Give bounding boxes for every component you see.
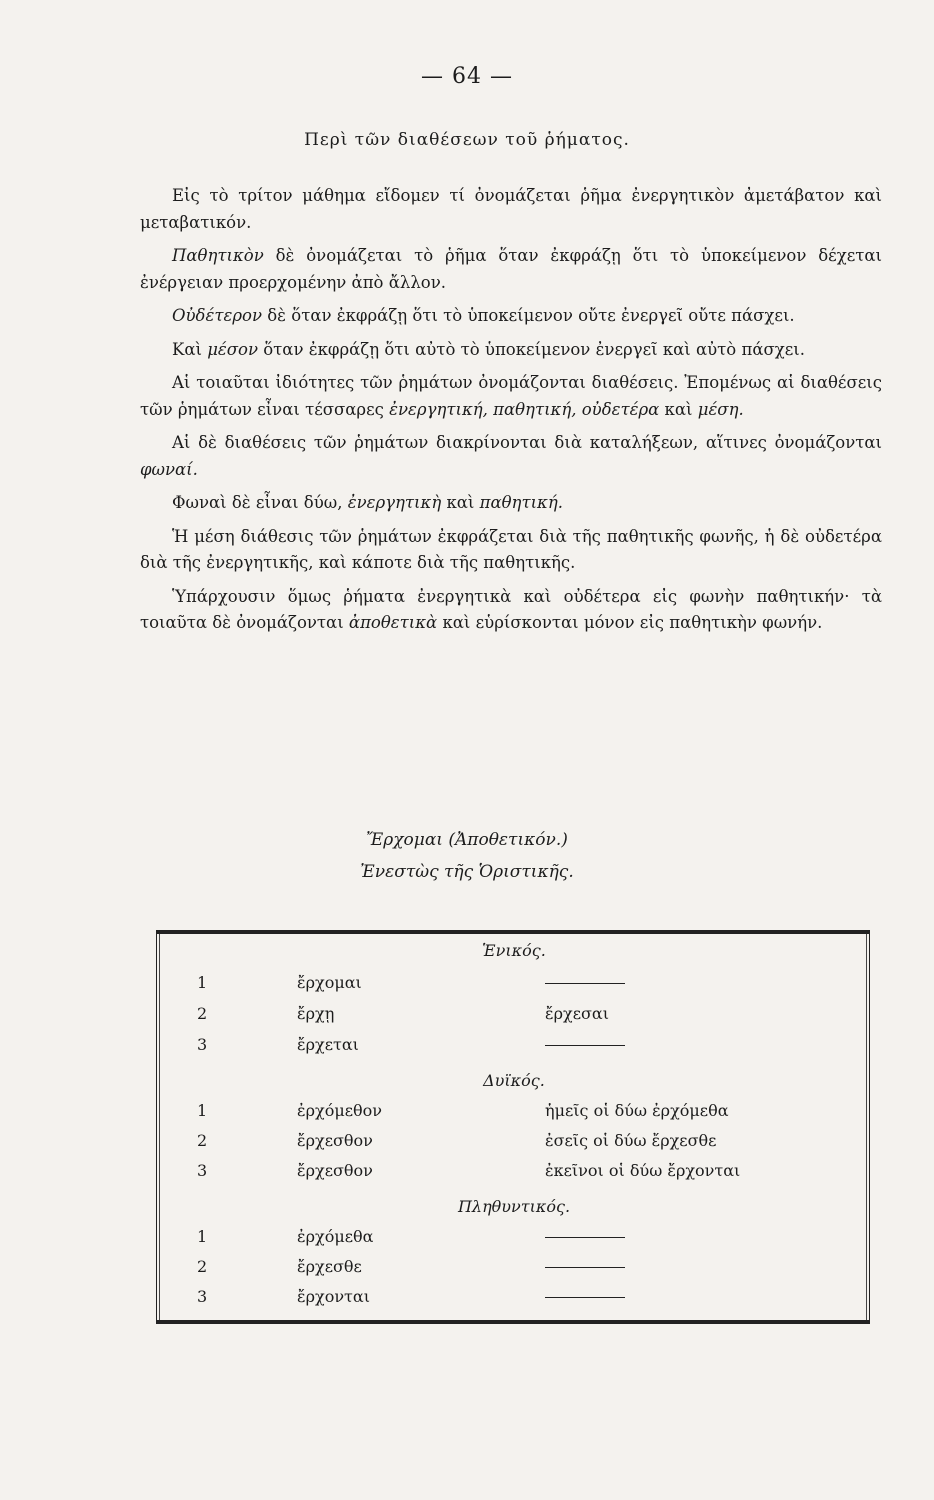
paragraph-9 <box>140 584 882 637</box>
person-number: 1 <box>197 1101 208 1120</box>
term-voices: φωναί. <box>140 459 198 479</box>
verb-form: ἔρχεσθε <box>297 1257 362 1276</box>
empty-dash <box>545 1227 625 1246</box>
paragraph-7 <box>140 490 882 517</box>
verb-heading: Ἔρχομαι (Ἀποθετικόν.) <box>366 830 568 850</box>
term-deponent: ἀποθετικὰ <box>348 613 438 632</box>
dual-title: Δυϊκός. <box>483 1071 545 1090</box>
verb-form: ἔρχεσθον <box>297 1161 373 1180</box>
empty-dash <box>545 1257 625 1276</box>
person-number: 1 <box>197 1227 208 1246</box>
paragraph-2 <box>140 243 882 296</box>
body-text <box>140 183 882 637</box>
term-active: ἐνεργητικὴ <box>347 493 442 512</box>
term-middle-2: μέση. <box>697 399 744 419</box>
term-list: ἐνεργητική, παθητική, οὐδετέρα <box>389 399 660 419</box>
table-row <box>157 1035 871 1063</box>
paragraph-5-lead: Αἱ τοιαῦται ἰδιότητες τῶν ῥημάτων ὀνομάζονται διαθέσεις. Ἐπομένως αἱ διαθέσεις τῶν ῥημάτων εἶναι τέσσαρες <box>140 373 882 419</box>
term-passive-2: παθητική. <box>479 493 563 512</box>
paragraph-5-and: καὶ <box>659 399 698 419</box>
paragraph-4-text: ὅταν ἐκφράζῃ ὅτι αὐτὸ τὸ ὑποκείμενον ἐνεργεῖ καὶ αὐτὸ πάσχει. <box>258 339 805 359</box>
plural-title: Πληθυντικός. <box>457 1197 571 1216</box>
person-number: 3 <box>197 1035 208 1054</box>
paragraph-2-text: δὲ ὀνομάζεται τὸ ῥῆμα ὅταν ἐκφράζῃ ὅτι τὸ ὑποκείμενον δέχεται ἐνέργειαν προερχομένην ἀπὸ ἄλλον. <box>140 246 882 292</box>
paragraph-5 <box>140 370 882 423</box>
paragraph-4 <box>140 337 882 364</box>
empty-dash <box>545 973 625 992</box>
paragraph-8: Ἡ μέση διάθεσις τῶν ῥημάτων ἐκφράζεται διὰ τῆς παθητικῆς φωνῆς, ἡ δὲ οὐδετέρα διὰ τῆς ἐνεργητικῆς, καὶ κάποτε διὰ τῆς παθητικῆς. <box>140 526 882 572</box>
table-bottom-rule <box>157 1320 869 1323</box>
person-number: 2 <box>197 1004 208 1023</box>
table-row <box>157 1101 871 1129</box>
paragraph-9-text: καὶ εὑρίσκονται μόνον εἰς παθητικὴν φωνήν. <box>437 613 823 632</box>
paragraph-1: Εἰς τὸ τρίτον μάθημα εἴδομεν τί ὀνομάζεται ῥῆμα ἐνεργητικὸν ἀμετάβατον καὶ μεταβατικόν. <box>140 186 882 232</box>
paragraph-4-lead: Καὶ <box>172 339 208 359</box>
person-number: 1 <box>197 973 208 992</box>
verb-form: ἔρχονται <box>297 1287 370 1306</box>
paragraph-6 <box>140 430 882 483</box>
paragraph-9-lead: Ὑπάρχουσιν ὅμως ῥήματα ἐνεργητικὰ καὶ οὐδέτερα εἰς φωνὴν παθητικήν· τὰ τοιαῦτα δὲ ὀνομάζονται <box>140 586 882 632</box>
singular-title: Ἑνικός. <box>482 941 546 960</box>
page-number: — 64 — <box>421 64 513 89</box>
paragraph-3-text: δὲ ὅταν ἐκφράζῃ ὅτι τὸ ὑποκείμενον οὔτε ἐνεργεῖ οὔτε πάσχει. <box>262 306 795 325</box>
alt-form: ἔρχεσαι <box>545 1004 609 1023</box>
term-middle: μέσον <box>207 339 258 359</box>
table-top-rule <box>157 931 869 934</box>
verb-form: ἔρχεται <box>297 1035 359 1054</box>
table-row <box>157 1161 871 1189</box>
verb-form: ἐρχόμεθον <box>297 1101 382 1120</box>
person-number: 3 <box>197 1287 208 1306</box>
person-number: 2 <box>197 1131 208 1150</box>
alt-form: ἐκεῖνοι οἱ δύω ἔρχονται <box>545 1161 741 1180</box>
term-neuter: Οὐδέτερον <box>172 306 262 325</box>
paragraph-6-lead: Αἱ δὲ διαθέσεις τῶν ῥημάτων διακρίνονται διὰ καταλήξεων, αἵτινες ὀνομάζονται <box>172 433 882 452</box>
paragraph-7-lead: Φωναὶ δὲ εἶναι δύω, <box>172 493 348 512</box>
verb-form: ἔρχεσθον <box>297 1131 373 1150</box>
verb-form: ἔρχομαι <box>297 973 362 992</box>
empty-dash <box>545 1287 625 1306</box>
verb-form: ἐρχόμεθα <box>297 1227 374 1246</box>
alt-form: ἐσεῖς οἱ δύω ἔρχεσθε <box>545 1131 717 1150</box>
table-row <box>157 973 871 1001</box>
table-row <box>157 1227 871 1255</box>
tense-heading: Ἐνεστὼς τῆς Ὁριστικῆς. <box>360 862 574 882</box>
person-number: 3 <box>197 1161 208 1180</box>
conjugation-table <box>156 930 870 1324</box>
person-number: 2 <box>197 1257 208 1276</box>
section-heading: Περὶ τῶν διαθέσεων τοῦ ῥήματος. <box>304 130 630 150</box>
term-passive: Παθητικὸν <box>172 246 264 265</box>
empty-dash <box>545 1035 625 1054</box>
paragraph-7-and: καὶ <box>441 493 480 512</box>
verb-form: ἔρχῃ <box>297 1004 335 1023</box>
paragraph-3 <box>140 303 882 330</box>
table-row <box>157 1257 871 1285</box>
table-row <box>157 1131 871 1159</box>
table-row <box>157 1287 871 1315</box>
alt-form: ἡμεῖς οἱ δύω ἐρχόμεθα <box>545 1101 729 1120</box>
table-row <box>157 1004 871 1032</box>
